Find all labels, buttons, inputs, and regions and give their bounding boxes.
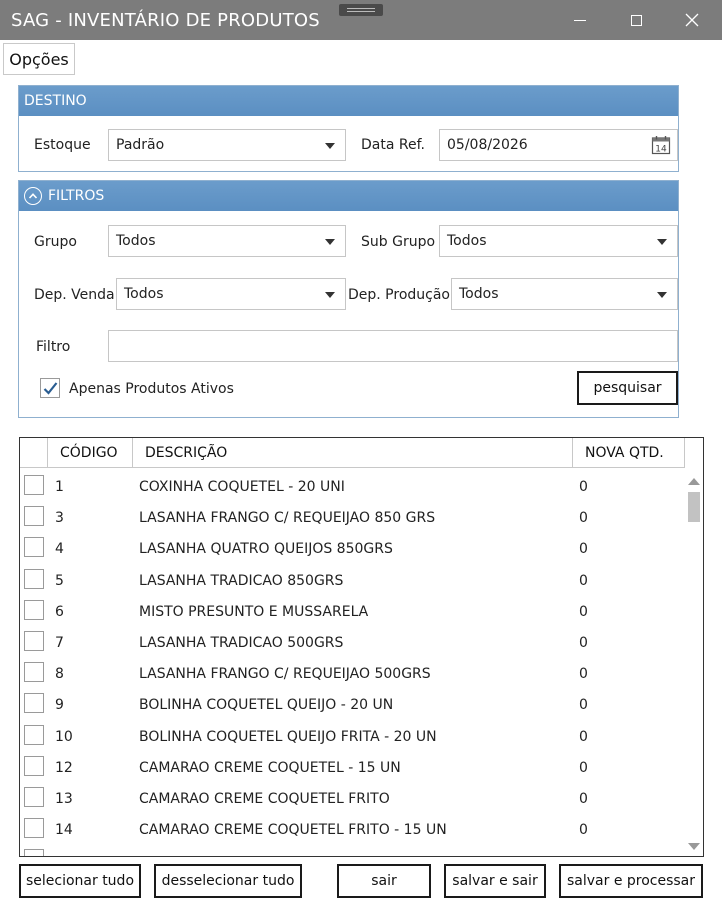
cell-codigo: 8 [55, 666, 64, 683]
row-select-checkbox[interactable] [24, 631, 44, 651]
dep-venda-value: Todos [124, 286, 164, 302]
cell-descricao: LASANHA QUATRO QUEIJOS 850GRS [139, 541, 393, 558]
cell-nova-qtd[interactable]: 0 [579, 666, 588, 683]
cell-descricao: COXINHA COQUETEL - 20 UNI [139, 479, 345, 495]
row-select-checkbox[interactable] [24, 506, 44, 526]
sub-grupo-select[interactable] [439, 225, 678, 257]
cell-codigo: 9 [55, 697, 64, 714]
cell-descricao: LASANHA TRADICAO 850GRS [139, 572, 344, 589]
maximize-button[interactable] [608, 0, 664, 40]
cell-descricao: MISTO PRESUNTO E MUSSARELA [139, 603, 369, 620]
filtro-input[interactable] [108, 330, 678, 362]
cell-descricao: CAMARAO CREME COQUETEL FRITO [139, 790, 390, 807]
close-icon [685, 13, 699, 27]
cell-nova-qtd[interactable]: 0 [579, 603, 588, 620]
cell-nova-qtd[interactable]: 0 [579, 634, 588, 651]
sub-grupo-label: Sub Grupo [361, 234, 436, 250]
scroll-up-icon[interactable] [688, 478, 700, 485]
products-grid [19, 437, 704, 857]
dep-producao-label: Dep. Produção [348, 287, 450, 303]
row-select-checkbox[interactable] [24, 849, 44, 857]
header-nova-qtd[interactable]: NOVA QTD. [573, 438, 685, 468]
estoque-label: Estoque [34, 137, 91, 153]
salvar-e-sair-button[interactable]: salvar e sair [444, 864, 546, 898]
table-row-partial[interactable] [20, 846, 685, 857]
cell-nova-qtd[interactable]: 0 [579, 572, 588, 589]
options-menu-button[interactable]: Opções [3, 43, 75, 75]
filtro-label: Filtro [36, 339, 71, 355]
cell-codigo: 1 [55, 479, 64, 495]
grid-header [20, 438, 685, 468]
cell-nova-qtd[interactable]: 0 [579, 510, 588, 527]
cell-codigo: 7 [55, 634, 64, 651]
maximize-icon [631, 15, 642, 26]
cell-nova-qtd[interactable]: 0 [579, 790, 588, 807]
salvar-e-processar-button[interactable]: salvar e processar [559, 864, 703, 898]
window-title: SAG - INVENTÁRIO DE PRODUTOS [11, 10, 320, 31]
row-select-checkbox[interactable] [24, 662, 44, 682]
grid-rows [20, 472, 685, 857]
destino-group [18, 85, 679, 172]
header-select-column[interactable] [20, 438, 48, 468]
destino-header: DESTINO [19, 86, 678, 116]
grupo-label: Grupo [34, 234, 77, 250]
cell-descricao: LASANHA FRANGO C/ REQUEIJAO 850 GRS [139, 510, 436, 527]
cell-codigo: 12 [55, 759, 73, 776]
cell-descricao: LASANHA FRANGO C/ REQUEIJAO 500GRS [139, 666, 431, 683]
cell-descricao: BOLINHA COQUETEL QUEIJO FRITA - 20 UN [139, 728, 437, 745]
table-row[interactable] [20, 597, 685, 628]
cell-descricao: BOLINHA COQUETEL QUEIJO - 20 UN [139, 697, 394, 714]
cell-descricao: CAMARAO CREME COQUETEL FRITO - 15 UN [139, 822, 447, 839]
row-select-checkbox[interactable] [24, 693, 44, 713]
sair-button[interactable]: sair [337, 864, 431, 898]
chevron-up-icon[interactable] [24, 187, 42, 205]
apenas-ativos-checkbox[interactable] [40, 378, 60, 398]
chevron-down-icon [657, 292, 667, 298]
cell-nova-qtd[interactable]: 0 [579, 541, 588, 558]
vertical-scrollbar[interactable] [685, 472, 703, 856]
data-ref-value: 05/08/2026 [447, 137, 528, 153]
checkmark-icon [42, 380, 59, 397]
grupo-value: Todos [116, 233, 156, 249]
apenas-ativos-label: Apenas Produtos Ativos [69, 381, 234, 397]
chevron-down-icon [325, 143, 335, 149]
pesquisar-button[interactable]: pesquisar [577, 371, 678, 405]
row-select-checkbox[interactable] [24, 818, 44, 838]
cell-nova-qtd[interactable]: 0 [579, 822, 588, 839]
chevron-down-icon [325, 239, 335, 245]
cell-codigo: 13 [55, 790, 73, 807]
table-row[interactable] [20, 534, 685, 565]
dep-venda-label: Dep. Venda [34, 287, 115, 303]
desselecionar-tudo-button[interactable]: desselecionar tudo [154, 864, 302, 898]
calendar-day: 14 [655, 144, 667, 155]
filtros-group [18, 180, 679, 418]
header-descricao[interactable]: DESCRIÇÃO [133, 438, 573, 468]
row-select-checkbox[interactable] [24, 725, 44, 745]
estoque-value: Padrão [116, 137, 165, 153]
cell-codigo: 4 [55, 541, 64, 558]
table-row[interactable] [20, 628, 685, 659]
cell-codigo: 3 [55, 510, 64, 527]
table-row[interactable] [20, 566, 685, 597]
row-select-checkbox[interactable] [24, 537, 44, 557]
dep-venda-select[interactable] [116, 278, 346, 310]
filtros-title: FILTROS [48, 188, 105, 204]
table-row[interactable] [20, 503, 685, 534]
cell-nova-qtd[interactable]: 0 [579, 759, 588, 776]
estoque-select[interactable] [108, 129, 346, 161]
title-bar[interactable] [0, 0, 722, 40]
chevron-down-icon [325, 292, 335, 298]
cell-codigo: 10 [55, 728, 73, 745]
selecionar-tudo-button[interactable]: selecionar tudo [19, 864, 141, 898]
cell-codigo: 14 [55, 822, 73, 839]
scroll-thumb[interactable] [688, 492, 700, 522]
table-row[interactable] [20, 722, 685, 753]
table-row[interactable] [20, 659, 685, 690]
cell-codigo: 6 [55, 603, 64, 620]
row-select-checkbox[interactable] [24, 569, 44, 589]
close-button[interactable] [664, 0, 720, 40]
cell-codigo: 5 [55, 572, 64, 589]
cell-descricao: CAMARAO CREME COQUETEL - 15 UN [139, 759, 401, 776]
chevron-down-icon [657, 239, 667, 245]
scroll-down-icon[interactable] [688, 843, 700, 850]
data-ref-label: Data Ref. [361, 137, 425, 153]
row-select-checkbox[interactable] [24, 756, 44, 776]
header-codigo[interactable]: CÓDIGO [48, 438, 133, 468]
dep-producao-value: Todos [459, 286, 499, 302]
cell-nova-qtd[interactable]: 0 [579, 479, 588, 495]
table-row[interactable] [20, 472, 685, 503]
row-select-checkbox[interactable] [24, 787, 44, 807]
cell-nova-qtd[interactable]: 0 [579, 697, 588, 714]
grupo-select[interactable] [108, 225, 346, 257]
sub-grupo-value: Todos [447, 233, 487, 249]
cell-nova-qtd[interactable]: 0 [579, 728, 588, 745]
minimize-button[interactable] [552, 0, 608, 40]
cell-descricao: LASANHA TRADICAO 500GRS [139, 634, 344, 651]
table-row[interactable] [20, 784, 685, 815]
table-row[interactable] [20, 753, 685, 784]
row-select-checkbox[interactable] [24, 475, 44, 495]
dep-producao-select[interactable] [451, 278, 678, 310]
row-select-checkbox[interactable] [24, 600, 44, 620]
data-ref-datepicker[interactable] [439, 129, 678, 161]
drag-grip-icon[interactable] [339, 4, 383, 16]
table-row[interactable] [20, 815, 685, 846]
filtros-header[interactable] [19, 181, 678, 211]
minimize-icon [574, 20, 586, 21]
table-row[interactable] [20, 690, 685, 721]
calendar-icon[interactable] [651, 135, 671, 155]
